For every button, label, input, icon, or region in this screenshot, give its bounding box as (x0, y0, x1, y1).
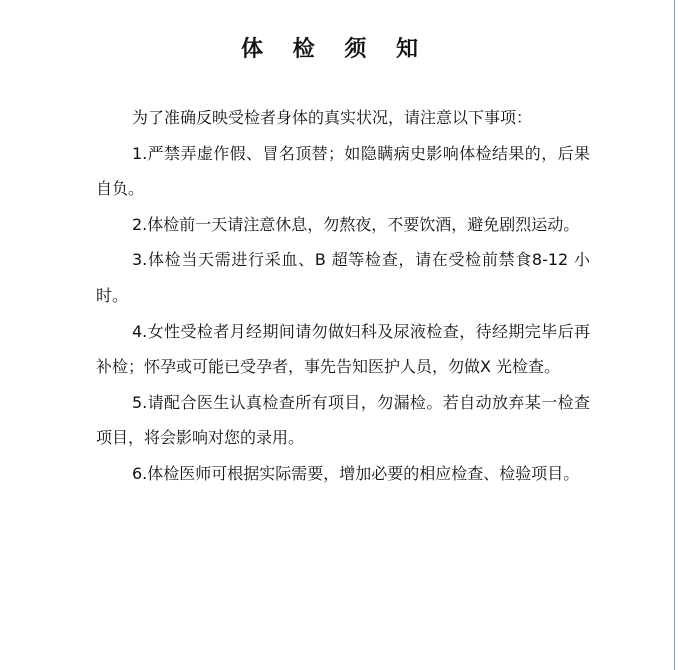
notice-item-2: 2.体检前一天请注意休息，勿熬夜，不要饮酒，避免剧烈运动。 (132, 214, 580, 234)
intro-paragraph: 为了准确反映受检者身体的真实状况，请注意以下事项： (132, 108, 533, 127)
document-title: 体 检 须 知 (241, 37, 429, 62)
notice-item-5: 5.请配合医生认真检查所有项目，勿漏检。若自动放弃某一检查项目，将会影响对您的录用。 (96, 392, 590, 448)
notice-item-6: 6.体检医师可根据实际需要，增加必要的相应检查、检验项目。 (132, 463, 580, 483)
document-body (96, 100, 590, 492)
notice-item-3: 3.体检当天需进行采血、B 超等检查，请在受检前禁食8-12 小时。 (96, 250, 590, 305)
notice-item-1: 1.严禁弄虚作假、冒名顶替；如隐瞒病史影响体检结果的，后果自负。 (96, 143, 590, 199)
page-edge-line (674, 0, 675, 670)
notice-item-4: 4.女性受检者月经期间请勿做妇科及尿液检查，待经期完毕后再补检；怀孕或可能已受孕者，事先告知医护人员，勿做X 光检查。 (96, 321, 590, 377)
